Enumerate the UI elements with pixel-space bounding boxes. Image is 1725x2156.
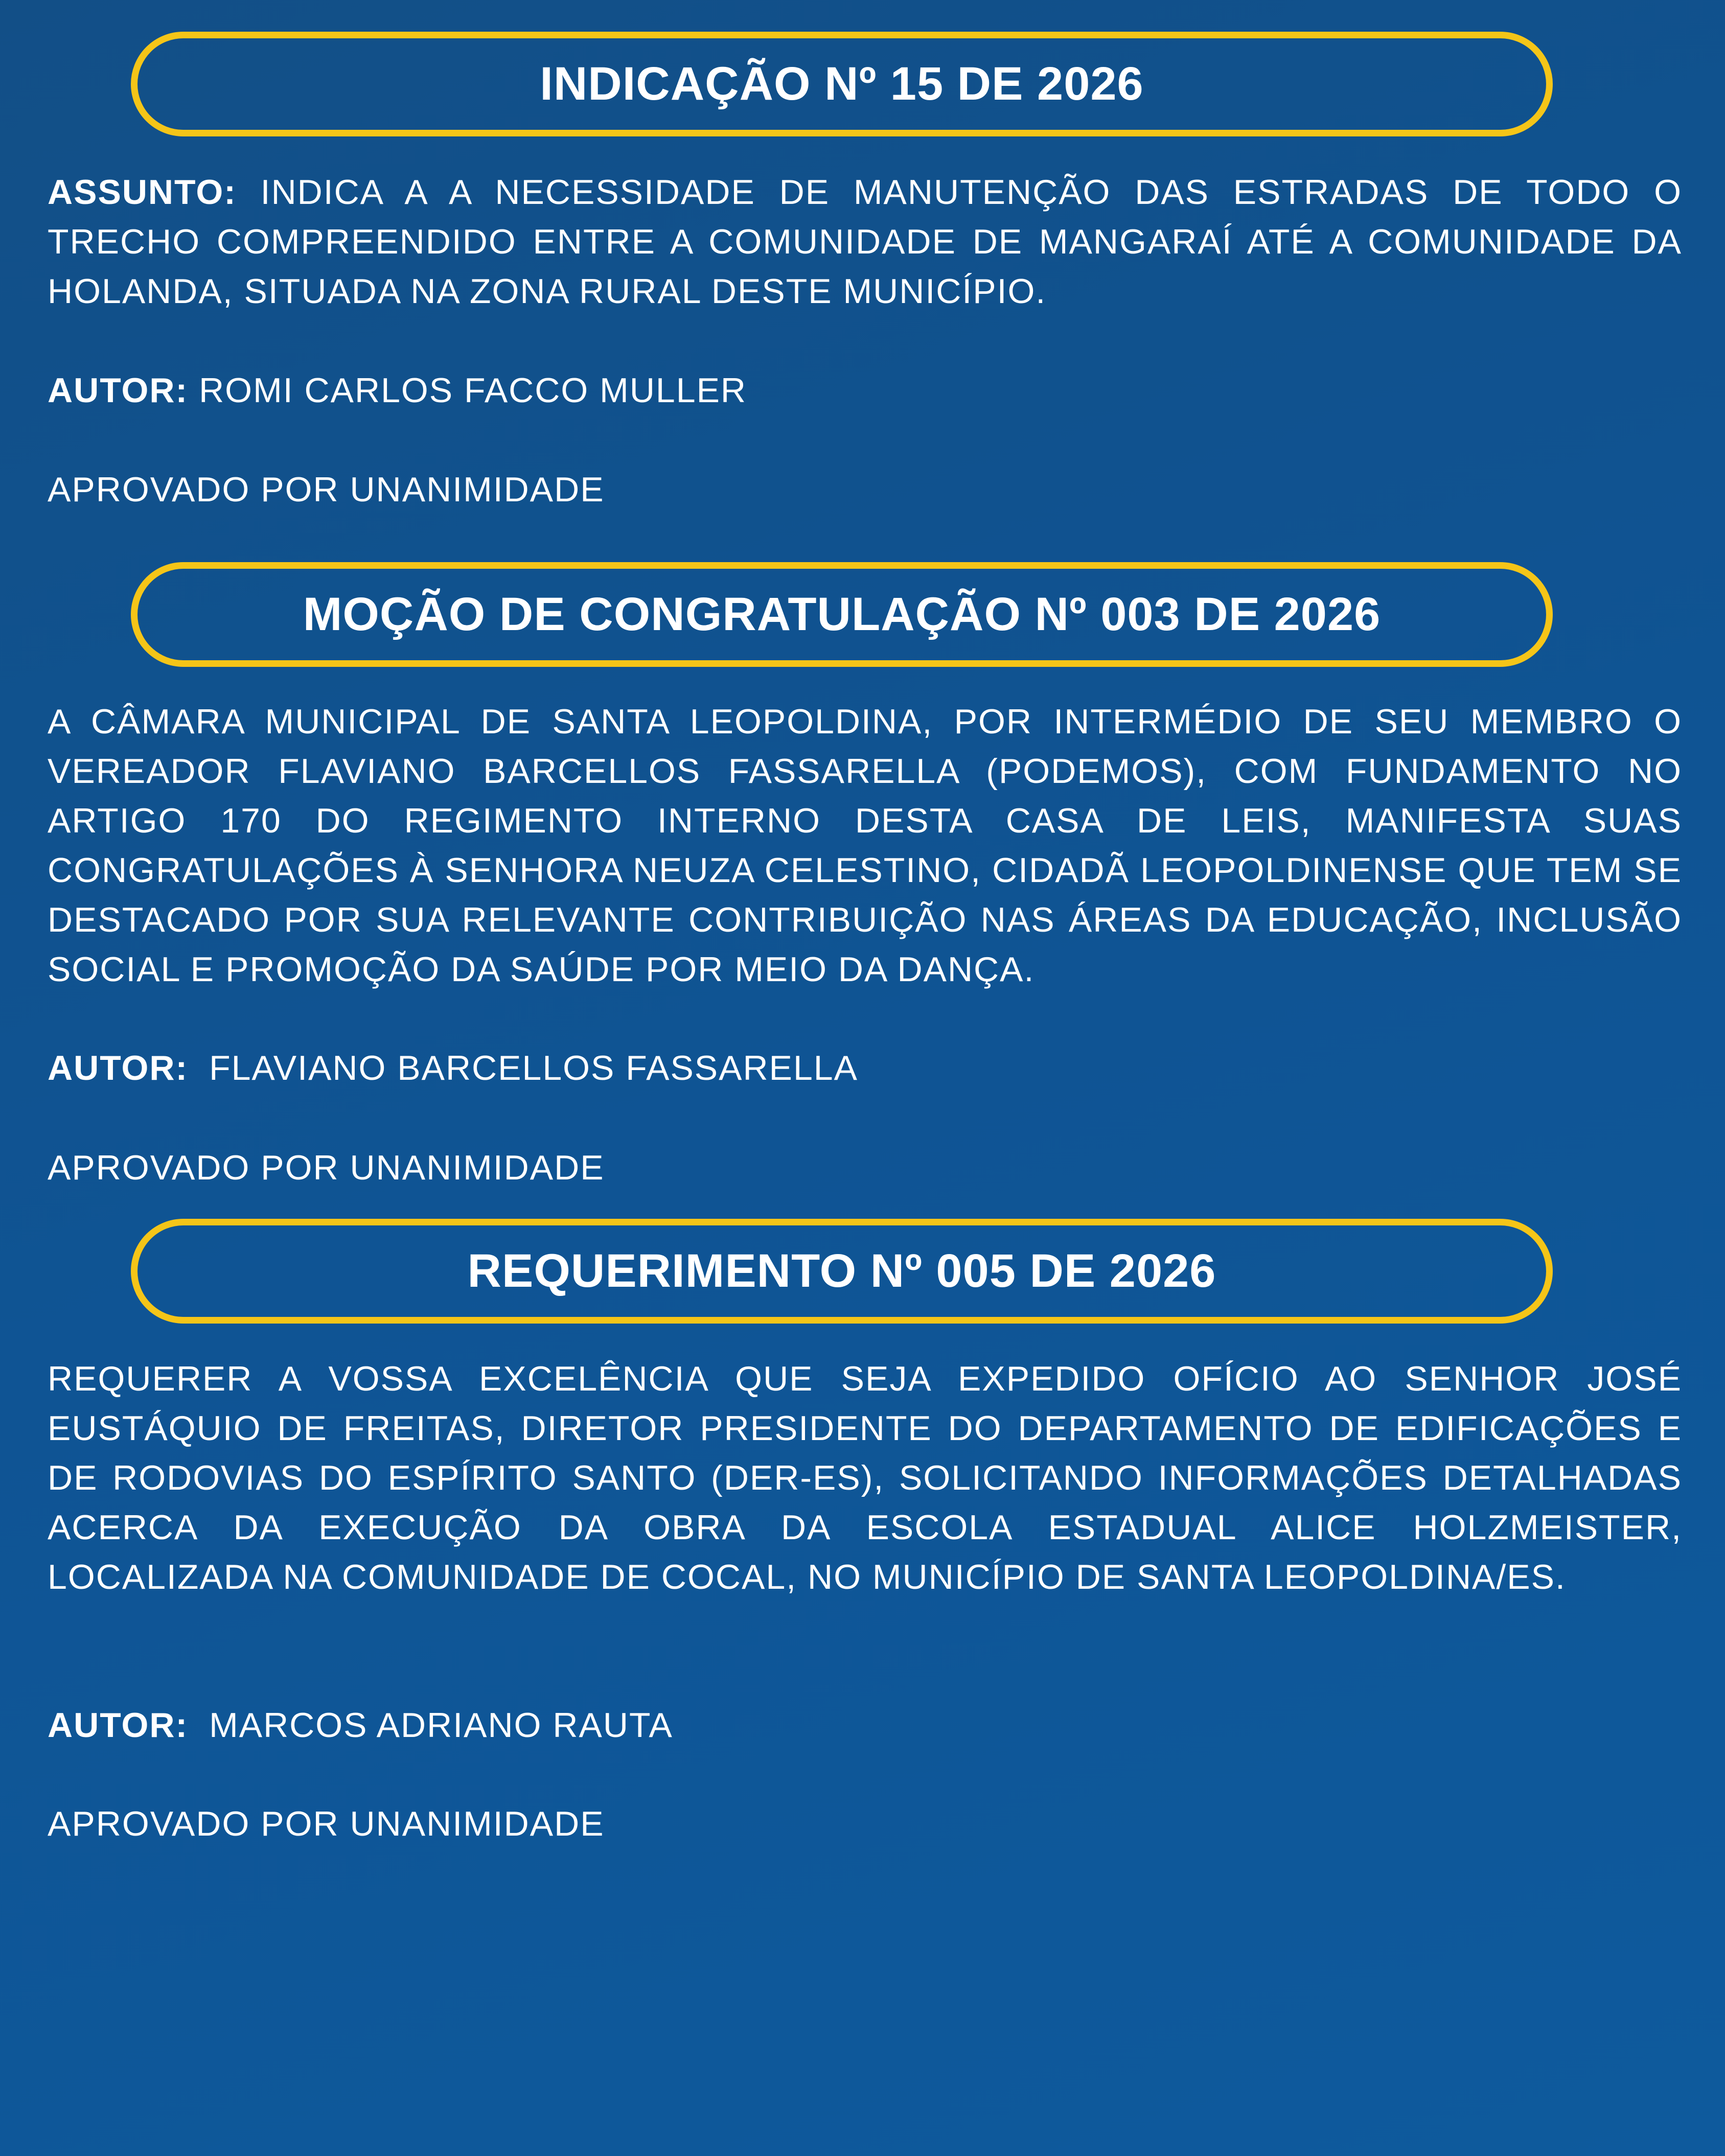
requerimento-body: REQUERER A VOSSA EXCELÊNCIA QUE SEJA EXPEDIDO OFÍCIO AO SENHOR JOSÉ EUSTÁQUIO DE FREITAS, DIRETOR PRESIDENTE DO DEPARTAMENTO DE EDIFICAÇÕES E DE RODOVIAS DO ESPÍRITO SANTO (DER-ES), SOLICITANDO INFORMAÇÕES DETALHADAS ACERCA DA EXECUÇÃO DA OBRA DA ESCOLA ESTADUAL ALICE HOLZMEISTER, LOCALIZADA NA COMUNIDADE DE COCAL, NO MUNICÍPIO DE SANTA LEOPOLDINA/ES. <box>48 1359 1682 1596</box>
mocao-title-pill <box>131 562 1553 667</box>
requerimento-title: REQUERIMENTO Nº 005 DE 2026 <box>467 1245 1216 1297</box>
mocao-author-name: FLAVIANO BARCELLOS FASSARELLA <box>209 1049 858 1087</box>
indicacao-title: INDICAÇÃO Nº 15 DE 2026 <box>540 58 1144 110</box>
mocao-body: A CÂMARA MUNICIPAL DE SANTA LEOPOLDINA, POR INTERMÉDIO DE SEU MEMBRO O VEREADOR FLAVIANO BARCELLOS FASSARELLA (PODEMOS), COM FUNDAMENTO NO ARTIGO 170 DO REGIMENTO INTERNO DESTA CASA DE LEIS, MANIFESTA SUAS CONGRATULAÇÕES À SENHORA NEUZA CELESTINO, CIDADÃ LEOPOLDINENSE QUE TEM SE DESTACADO POR SUA RELEVANTE CONTRIBUIÇÃO NAS ÁREAS DA EDUCAÇÃO, INCLUSÃO SOCIAL E PROMOÇÃO DA SAÚDE POR MEIO DA DANÇA. <box>48 702 1682 989</box>
requerimento-author-name: MARCOS ADRIANO RAUTA <box>209 1706 673 1745</box>
mocao-status: APROVADO POR UNANIMIDADE <box>48 1148 605 1187</box>
requerimento-author-label: AUTOR: <box>48 1706 189 1745</box>
requerimento-status: APROVADO POR UNANIMIDADE <box>48 1804 605 1843</box>
indicacao-author <box>48 366 747 415</box>
indicacao-subject-label: ASSUNTO: <box>48 173 237 212</box>
mocao-author <box>48 1044 858 1093</box>
indicacao-subject <box>48 168 1682 316</box>
indicacao-subject-text: INDICA A A NECESSIDADE DE MANUTENÇÃO DAS ESTRADAS DE TODO O TRECHO COMPREENDIDO ENTRE A COMUNIDADE DE MANGARAÍ ATÉ A COMUNIDADE DA HOLANDA, SITUADA NA ZONA RURAL DESTE MUNICÍPIO. <box>48 173 1682 311</box>
indicacao-title-pill <box>131 32 1553 136</box>
indicacao-author-name: ROMI CARLOS FACCO MULLER <box>199 371 747 410</box>
requerimento-title-pill <box>131 1219 1553 1324</box>
requerimento-author <box>48 1701 673 1750</box>
indicacao-status: APROVADO POR UNANIMIDADE <box>48 470 605 509</box>
indicacao-author-label: AUTOR: <box>48 371 189 410</box>
mocao-title: MOÇÃO DE CONGRATULAÇÃO Nº 003 DE 2026 <box>303 588 1381 640</box>
mocao-author-label: AUTOR: <box>48 1049 189 1087</box>
